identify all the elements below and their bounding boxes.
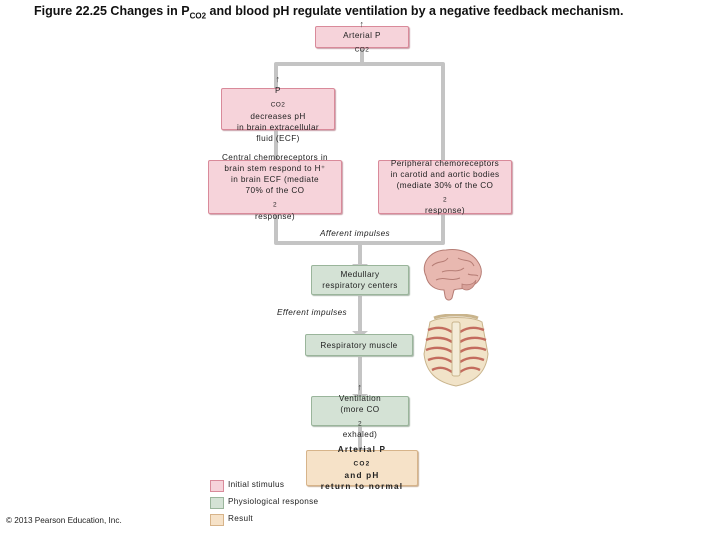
arterial-pco2-box: ↑ Arterial P $_{CO2}$: [315, 26, 409, 48]
brain-ph-box: ↑ P $_{CO2}$ decreases pH in brain extracellular fluid (ECF): [221, 88, 335, 130]
legend-swatch: [210, 514, 224, 526]
brain-illustration: [418, 246, 486, 302]
ribcage-illustration: [420, 314, 492, 388]
ventilation-box: ↑ Ventilation (more CO $_2$ exhaled): [311, 396, 409, 426]
legend-swatch: [210, 497, 224, 509]
afferent-impulses-label: Afferent impulses: [320, 229, 391, 238]
medullary-centers-box: Medullary respiratory centers: [311, 265, 409, 295]
central-chemoreceptors-box: Central chemoreceptors in brain stem respond to H⁺ in brain ECF (mediate 70% of the CO $_2$ response): [208, 160, 342, 214]
efferent-impulses-label: Efferent impulses: [277, 308, 348, 317]
peripheral-chemoreceptors-box: Peripheral chemoreceptors in carotid and aortic bodies (mediate 30% of the CO $_2$ response): [378, 160, 512, 214]
legend-swatch: [210, 480, 224, 492]
respiratory-muscle-box: Respiratory muscle: [305, 334, 413, 356]
result-box: Arterial P $_{CO2}$ and pH return to normal: [306, 450, 418, 486]
figure-title: Figure 22.25 Changes in $P_{CO2}$ and blood pH regulate ventilation by a negative feedback mechanism.: [34, 4, 624, 21]
copyright-notice: © 2013 Pearson Education, Inc.: [6, 516, 122, 525]
